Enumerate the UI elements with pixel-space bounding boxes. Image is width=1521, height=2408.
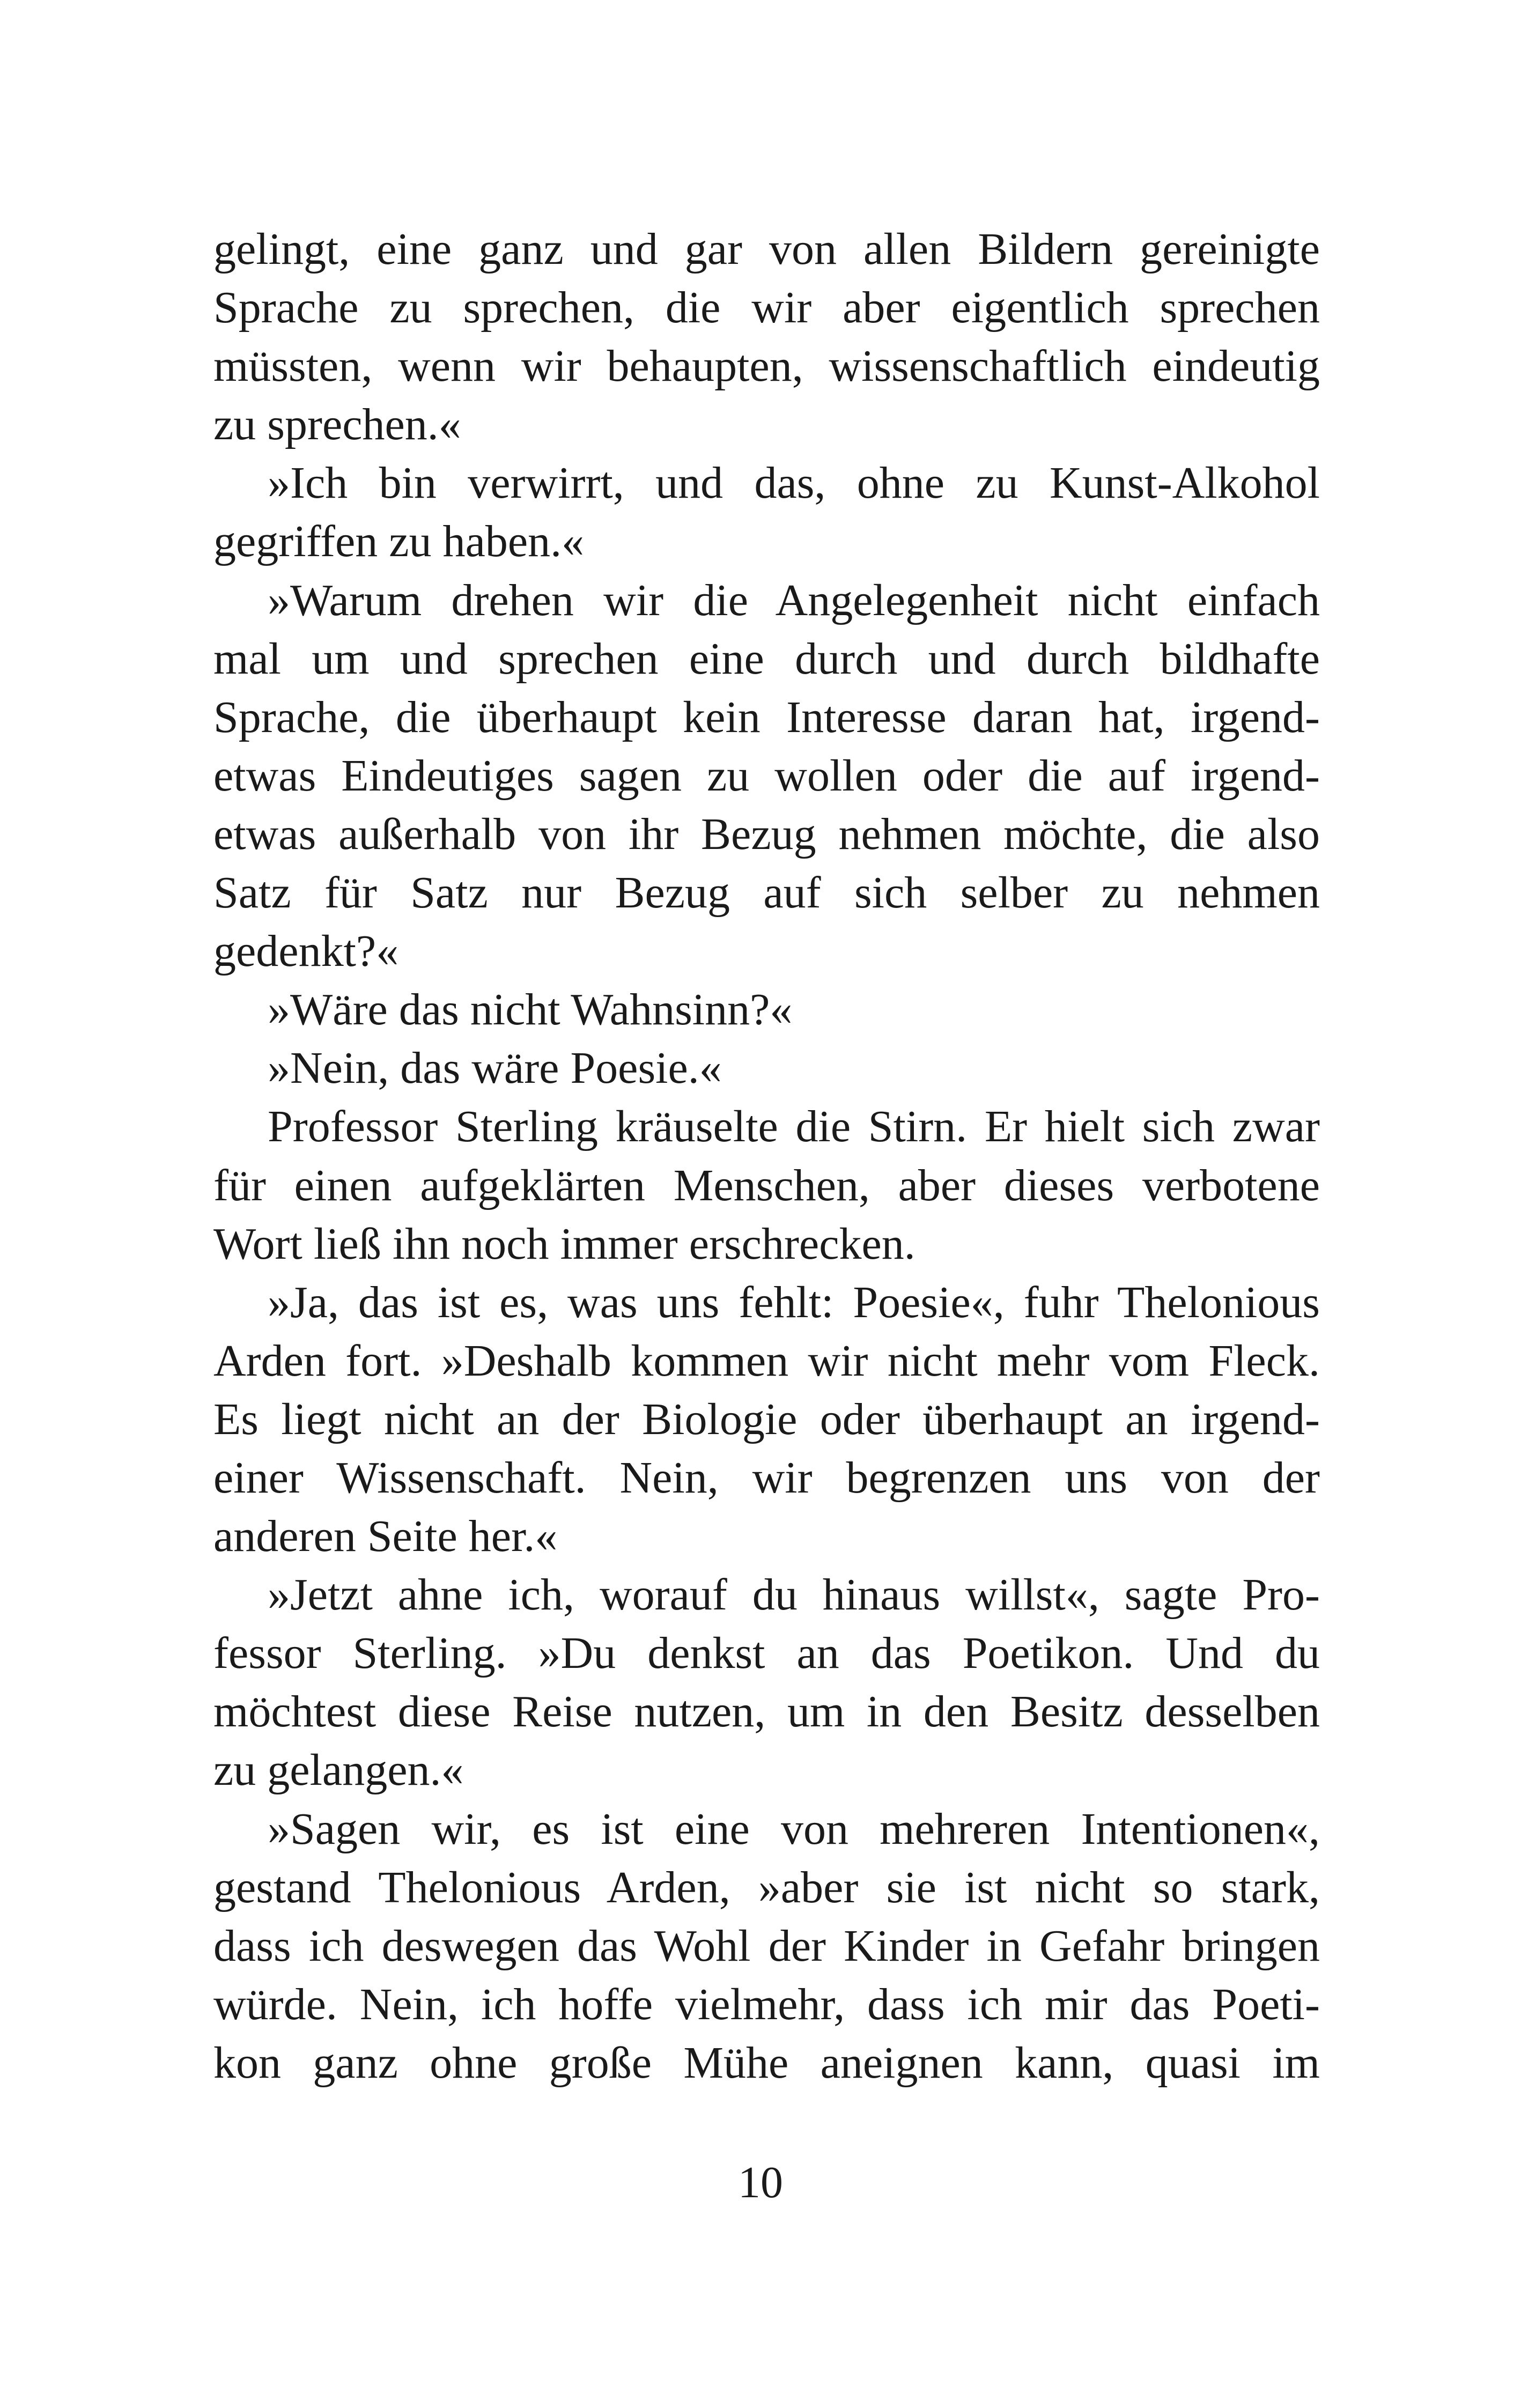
text-line: »Nein, das wäre Poesie.«: [268, 1043, 722, 1094]
text-line: mal um und sprechen eine durch und durch bildhafte: [213, 633, 1320, 684]
text-line: gelingt, eine ganz und gar von allen Bildern gereinigte: [213, 224, 1320, 274]
text-line: »Ja, das ist es, was uns fehlt: Poesie«, fuhr Thelonious: [268, 1277, 1320, 1327]
text-line: »Warum drehen wir die Angelegenheit nicht einfach: [268, 575, 1320, 625]
text-line: Sprache, die überhaupt kein Interesse daran hat, irgend-: [213, 692, 1320, 742]
text-line: Sprache zu sprechen, die wir aber eigentlich sprechen: [213, 283, 1320, 333]
text-line: Professor Sterling kräuselte die Stirn. Er hielt sich zwar: [268, 1102, 1320, 1152]
text-line: zu sprechen.«: [213, 400, 461, 450]
text-line: Satz für Satz nur Bezug auf sich selber zu nehmen: [213, 868, 1320, 918]
text-line: etwas außerhalb von ihr Bezug nehmen möchte, die also: [213, 809, 1320, 859]
text-line: »Sagen wir, es ist eine von mehreren Intentionen«,: [268, 1804, 1320, 1854]
text-line: müssten, wenn wir behaupten, wissenschaftlich eindeutig: [213, 341, 1320, 392]
text-line: einer Wissenschaft. Nein, wir begrenzen uns von der: [213, 1452, 1320, 1503]
text-line: anderen Seite her.«: [213, 1511, 558, 1562]
text-line: würde. Nein, ich hoffe vielmehr, dass ich mir das Poeti-: [213, 1979, 1320, 2029]
text-line: gedenkt?«: [213, 926, 399, 977]
text-line: für einen aufgeklärten Menschen, aber dieses verbotene: [213, 1160, 1320, 1210]
body-text: [213, 220, 1320, 2092]
text-line: Es liegt nicht an der Biologie oder überhaupt an irgend-: [213, 1394, 1320, 1444]
text-line: fessor Sterling. »Du denkst an das Poetikon. Und du: [213, 1628, 1320, 1679]
text-line: gegriffen zu haben.«: [213, 516, 585, 567]
text-line: kon ganz ohne große Mühe aneignen kann, quasi im: [213, 2037, 1320, 2088]
text-line: etwas Eindeutiges sagen zu wollen oder die auf irgend-: [213, 750, 1320, 801]
text-line: möchtest diese Reise nutzen, um in den Besitz desselben: [213, 1687, 1320, 1737]
text-line: »Ich bin verwirrt, und das, ohne zu Kunst-Alkohol: [268, 458, 1320, 508]
text-line: zu gelangen.«: [213, 1745, 464, 1796]
text-line: Wort ließ ihn noch immer erschrecken.: [213, 1218, 915, 1269]
text-line: Arden fort. »Deshalb kommen wir nicht mehr vom Fleck.: [213, 1335, 1320, 1386]
page-number: 10: [738, 2158, 783, 2207]
text-line: gestand Thelonious Arden, »aber sie ist nicht so stark,: [213, 1862, 1320, 1912]
text-line: »Wäre das nicht Wahnsinn?«: [268, 985, 793, 1035]
text-line: »Jetzt ahne ich, worauf du hinaus willst«, sagte Pro-: [268, 1570, 1320, 1620]
text-line: dass ich deswegen das Wohl der Kinder in Gefahr bringen: [213, 1921, 1320, 1971]
